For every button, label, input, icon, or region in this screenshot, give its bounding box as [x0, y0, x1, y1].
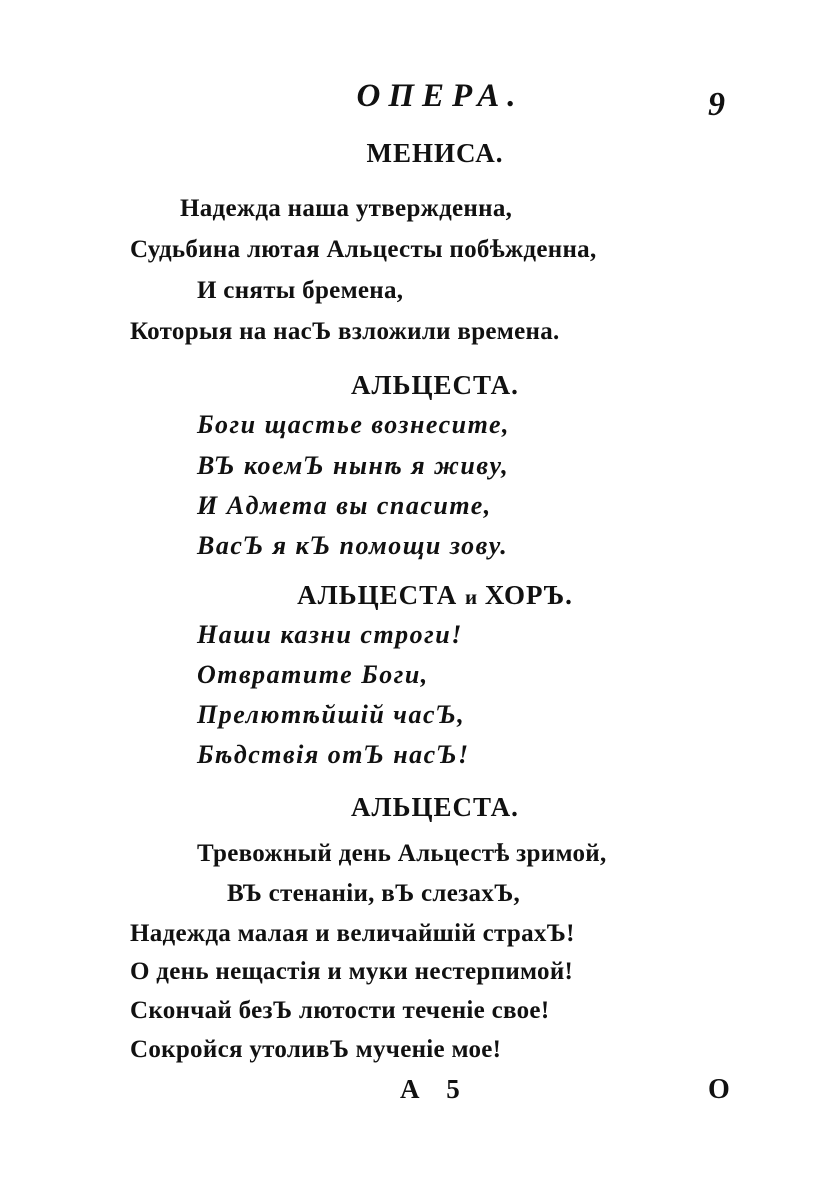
verse-line: ВЪ стенаніи, вЪ слезахЪ,	[227, 880, 521, 907]
verse-line: О день нещастія и муки нестерпимой!	[130, 958, 574, 985]
chorus-line: Бѣдствія отЪ насЪ!	[197, 740, 470, 769]
verse-line: Сокройся утоливЪ мученіе мое!	[130, 1036, 502, 1063]
running-title: ОПЕРА.	[356, 78, 524, 114]
verse-line: Судьбина лютая Альцесты побѣжденна,	[130, 236, 597, 263]
speaker-menisa: МЕНИСА.	[366, 138, 504, 168]
verse-line: Надежда малая и величайшій страхЪ!	[130, 920, 575, 947]
speaker-conjunction: и	[465, 585, 478, 609]
signature-mark: А 5	[400, 1074, 470, 1104]
verse-line: И сняты бремена,	[197, 277, 404, 304]
speaker-alceste: АЛЬЦЕСТА.	[351, 370, 519, 400]
chorus-line: Наши казни строги!	[197, 620, 463, 649]
page-number: 9	[708, 86, 725, 123]
verse-line: Которыя на насЪ взложили времена.	[130, 318, 560, 345]
chorus-line: Отвратите Боги,	[197, 660, 429, 689]
verse-line: Надежда наша утвержденна,	[180, 195, 513, 222]
verse-line: Боги щастье вознесите,	[197, 410, 511, 439]
speaker-alceste-and-chorus	[0, 580, 840, 611]
chorus-line: Прелютѣйшій часЪ,	[197, 700, 466, 729]
verse-line: ВасЪ я кЪ помощи зову.	[197, 531, 509, 560]
speaker-name: АЛЬЦЕСТА	[297, 580, 458, 610]
verse-line: Скончай безЪ лютости теченіе свое!	[130, 997, 550, 1024]
verse-line: Тревожный день Альцестѣ зримой,	[197, 840, 607, 867]
verse-line: И Адмета вы спасите,	[197, 491, 492, 520]
verse-line: ВЪ коемЪ нынѣ я живу,	[197, 451, 510, 480]
catchword: О	[708, 1074, 730, 1105]
speaker-alceste: АЛЬЦЕСТА.	[351, 792, 519, 822]
speaker-chorus: ХОРЪ.	[484, 580, 573, 610]
